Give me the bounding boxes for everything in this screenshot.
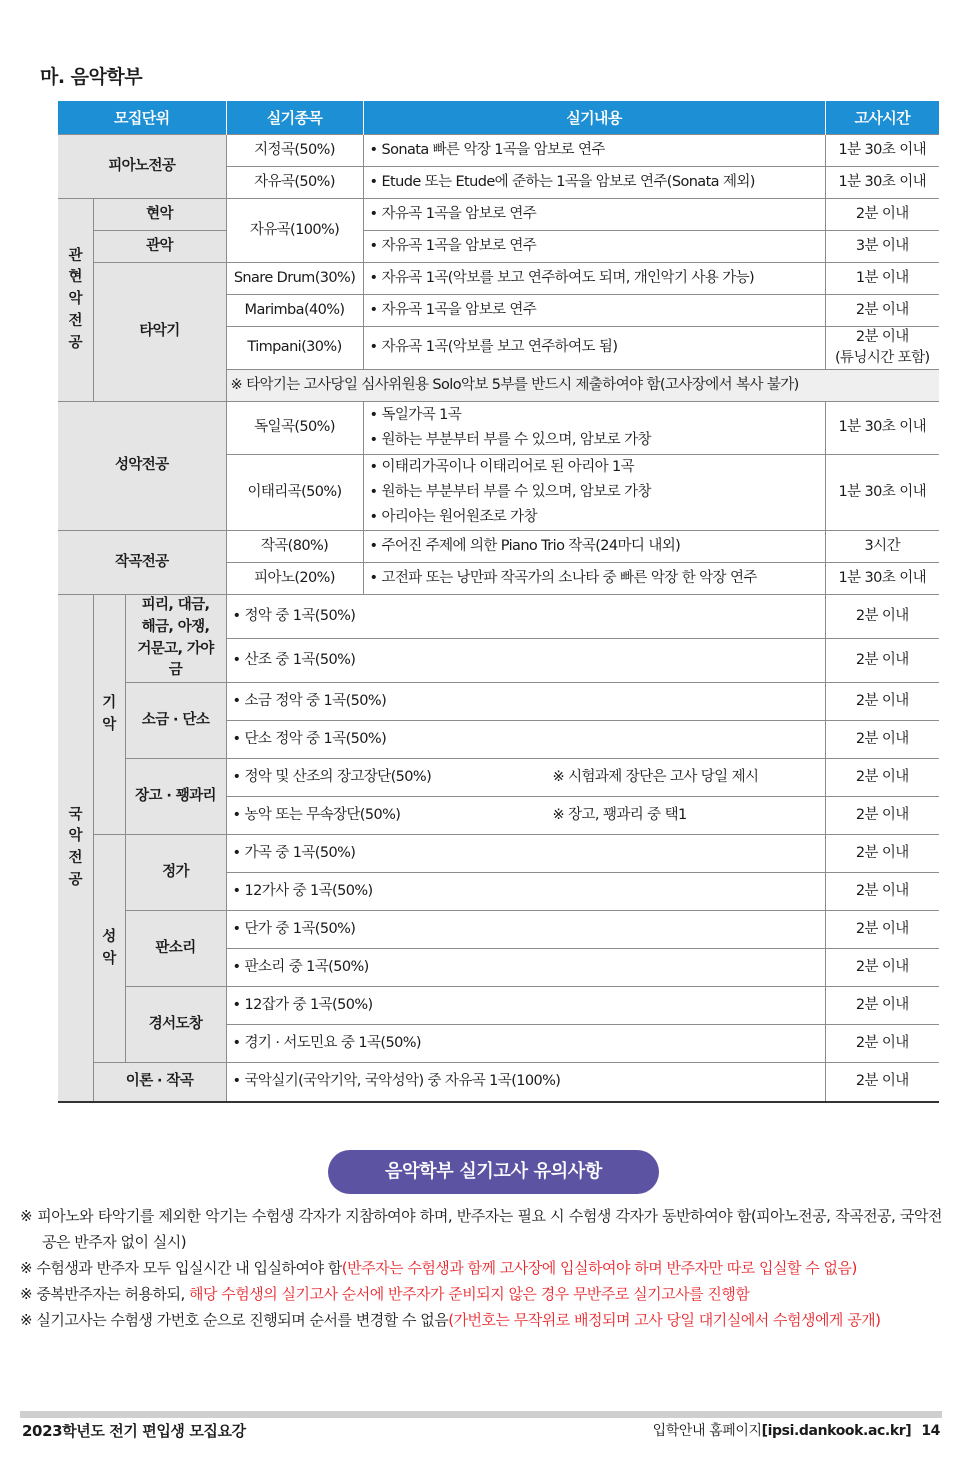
- notice-red-text: 해당 수험생의 실기고사 순서에 반주자가 준비되지 않은 경우 무반주로 실기고사를 진행함: [189, 1285, 750, 1303]
- item-cell: 작곡(80%): [226, 531, 363, 563]
- content-cell: • 가곡 중 1곡(50%): [226, 835, 825, 873]
- item-cell: 자유곡(50%): [226, 167, 363, 199]
- content-line: • 아리아는 원어원조로 가창: [369, 509, 537, 526]
- content-cell: [363, 402, 825, 455]
- footer-divider: [20, 1411, 942, 1418]
- table-row: [58, 595, 939, 639]
- notice-red-text: (가번호는 무작위로 배정되며 고사 당일 대기실에서 수험생에게 공개): [448, 1311, 881, 1329]
- table-row: [58, 135, 939, 167]
- content-cell: • Etude 또는 Etude에 준하는 1곡을 암보로 연주(Sonata 제외): [363, 167, 825, 199]
- table-row: [58, 231, 939, 263]
- content-cell: • 고전파 또는 낭만파 작곡가의 소나타 중 빠른 악장 한 악장 연주: [363, 563, 825, 595]
- content-cell: • 국악실기(국악기악, 국악성악) 중 자유곡 1곡(100%): [226, 1063, 825, 1103]
- table-row: [58, 911, 939, 949]
- time-cell: 2분 이내: [825, 835, 939, 873]
- content-cell: • 정악 중 1곡(50%): [226, 595, 825, 639]
- time-cell: 2분 이내: [825, 873, 939, 911]
- content-line: • 원하는 부분부터 부를 수 있으며, 암보로 가창: [369, 432, 651, 449]
- content-cell: • 주어진 주제에 의한 Piano Trio 작곡(24마디 내외): [363, 531, 825, 563]
- item-cell: Marimba(40%): [226, 295, 363, 327]
- content-line: • 독일가곡 1곡: [369, 407, 462, 424]
- time-cell: 1분 이내: [825, 263, 939, 295]
- content-text: • 정악 및 산조의 장고장단(50%): [232, 768, 432, 785]
- content-cell: • Sonata 빠른 악장 1곡을 암보로 연주: [363, 135, 825, 167]
- notice-list: [20, 1203, 942, 1333]
- unit-piano: 피아노전공: [58, 135, 226, 199]
- unit-orchestral: 관 현 악 전 공: [58, 199, 93, 402]
- table-row: [58, 759, 939, 797]
- content-note: ※ 장고, 꽹과리 중 택1: [552, 806, 687, 823]
- time-cell: 1분 30초 이내: [825, 563, 939, 595]
- content-cell: • 소금 정악 중 1곡(50%): [226, 683, 825, 721]
- unit-vocal: 성악전공: [58, 402, 226, 531]
- time-cell: 3분 이내: [825, 231, 939, 263]
- time-cell: 2분 이내: [825, 721, 939, 759]
- notice-text: ※ 피아노와 타악기를 제외한 악기는 수험생 각자가 지참하여야 하며, 반주자는 필요 시 수험생 각자가 동반하여야 함(피아노전공, 작곡전공, 국악전공은 반주자 없이 실시): [20, 1207, 942, 1251]
- time-cell: 1분 30초 이내: [825, 455, 939, 531]
- header-unit: 모집단위: [58, 101, 226, 135]
- table-row: [58, 199, 939, 231]
- item-cell: 지정곡(50%): [226, 135, 363, 167]
- content-cell: [363, 455, 825, 531]
- table-row: [58, 402, 939, 455]
- time-cell: 1분 30초 이내: [825, 167, 939, 199]
- page-number: 14: [921, 1423, 940, 1439]
- sub-unit-instrumental: 기 악: [93, 595, 125, 835]
- item-cell: Snare Drum(30%): [226, 263, 363, 295]
- time-cell: 2분 이내: [825, 949, 939, 987]
- notice-title-badge: 음악학부 실기고사 유의사항: [328, 1150, 659, 1194]
- content-cell: • 단가 중 1곡(50%): [226, 911, 825, 949]
- notice-text: ※ 중복반주자는 허용하되,: [20, 1285, 190, 1303]
- header-content: 실기내용: [363, 101, 825, 135]
- time-cell: 2분 이내: [825, 1063, 939, 1103]
- footer-homepage-label: 입학안내 홈페이지: [652, 1423, 762, 1439]
- content-cell: • 경기 · 서도민요 중 1곡(50%): [226, 1025, 825, 1063]
- content-cell: • 자유곡 1곡을 암보로 연주: [363, 199, 825, 231]
- content-note: ※ 시험과제 장단은 고사 당일 제시: [552, 768, 759, 785]
- table-row: [58, 1063, 939, 1103]
- header-time: 고사시간: [825, 101, 939, 135]
- content-cell: • 단소 정악 중 1곡(50%): [226, 721, 825, 759]
- time-cell: 2분 이내 (튜닝시간 포함): [825, 327, 939, 370]
- table-row: [58, 263, 939, 295]
- table-row: [58, 987, 939, 1025]
- time-cell: 2분 이내: [825, 295, 939, 327]
- item-cell: 피아노(20%): [226, 563, 363, 595]
- sub-unit-percussion: 타악기: [93, 263, 226, 402]
- notice-text: ※ 수험생과 반주자 모두 입실시간 내 입실하여야 함: [20, 1259, 342, 1277]
- footer-url[interactable]: [ipsi.dankook.ac.kr]: [761, 1423, 912, 1439]
- time-cell: 2분 이내: [825, 759, 939, 797]
- percussion-note: ※ 타악기는 고사당일 심사위원용 Solo악보 5부를 반드시 제출하여야 함(고사장에서 복사 불가): [226, 370, 939, 402]
- unit-composition: 작곡전공: [58, 531, 226, 595]
- item-cell: Timpani(30%): [226, 327, 363, 370]
- content-text: • 농악 또는 무속장단(50%): [232, 806, 401, 823]
- notice-text: ※ 실기고사는 수험생 가번호 순으로 진행되며 순서를 변경할 수 없음: [20, 1311, 449, 1329]
- time-cell: 2분 이내: [825, 911, 939, 949]
- content-cell: [226, 797, 825, 835]
- content-cell: • 자유곡 1곡을 암보로 연주: [363, 295, 825, 327]
- group-theory: 이론 · 작곡: [93, 1063, 226, 1103]
- unit-korean-music: 국 악 전 공: [58, 595, 93, 1103]
- header-item: 실기종목: [226, 101, 363, 135]
- time-cell: 2분 이내: [825, 987, 939, 1025]
- time-cell: 1분 30초 이내: [825, 402, 939, 455]
- content-line: • 이태리가곡이나 이태리어로 된 아리아 1곡: [369, 459, 635, 476]
- content-cell: • 자유곡 1곡(악보를 보고 연주하여도 되며, 개인악기 사용 가능): [363, 263, 825, 295]
- group-g6: 경서도창: [125, 987, 226, 1063]
- sub-unit-wind: 관악: [93, 231, 226, 263]
- content-cell: [226, 759, 825, 797]
- section-title: 마. 음악학부: [40, 66, 143, 88]
- content-cell: • 자유곡 1곡을 암보로 연주: [363, 231, 825, 263]
- content-cell: • 판소리 중 1곡(50%): [226, 949, 825, 987]
- footer-homepage: [653, 1420, 940, 1440]
- table-row: [58, 683, 939, 721]
- time-cell: 2분 이내: [825, 797, 939, 835]
- table-header-row: [58, 101, 939, 135]
- time-cell: 2분 이내: [825, 1025, 939, 1063]
- notice-item: [20, 1255, 942, 1281]
- group-g3: 장고 · 꽹과리: [125, 759, 226, 835]
- content-cell: • 12잡가 중 1곡(50%): [226, 987, 825, 1025]
- group-g1: 피리, 대금, 해금, 아쟁, 거문고, 가야금: [125, 595, 226, 683]
- item-cell: 자유곡(100%): [226, 199, 363, 263]
- notice-red-text: (반주자는 수험생과 함께 고사장에 입실하여야 하며 반주자만 따로 입실할 수 없음): [341, 1259, 857, 1277]
- content-cell: • 12가사 중 1곡(50%): [226, 873, 825, 911]
- sub-unit-string: 현악: [93, 199, 226, 231]
- time-cell: 2분 이내: [825, 199, 939, 231]
- group-g2: 소금 · 단소: [125, 683, 226, 759]
- sub-unit-korean-vocal: 성 악: [93, 835, 125, 1063]
- table-row: [58, 531, 939, 563]
- group-g4: 정가: [125, 835, 226, 911]
- content-cell: • 자유곡 1곡(악보를 보고 연주하여도 됨): [363, 327, 825, 370]
- time-cell: 2분 이내: [825, 683, 939, 721]
- notice-item: [20, 1203, 942, 1255]
- item-cell: 독일곡(50%): [226, 402, 363, 455]
- time-cell: 2분 이내: [825, 595, 939, 639]
- table-row: [58, 835, 939, 873]
- time-cell: 3시간: [825, 531, 939, 563]
- exam-table: [58, 101, 939, 1103]
- content-cell: • 산조 중 1곡(50%): [226, 639, 825, 683]
- group-g5: 판소리: [125, 911, 226, 987]
- notice-item: [20, 1281, 942, 1307]
- time-cell: 1분 30초 이내: [825, 135, 939, 167]
- item-cell: 이태리곡(50%): [226, 455, 363, 531]
- footer-title: 2023학년도 전기 편입생 모집요강: [22, 1422, 246, 1440]
- notice-item: [20, 1307, 942, 1333]
- time-cell: 2분 이내: [825, 639, 939, 683]
- content-line: • 원하는 부분부터 부를 수 있으며, 암보로 가창: [369, 484, 651, 501]
